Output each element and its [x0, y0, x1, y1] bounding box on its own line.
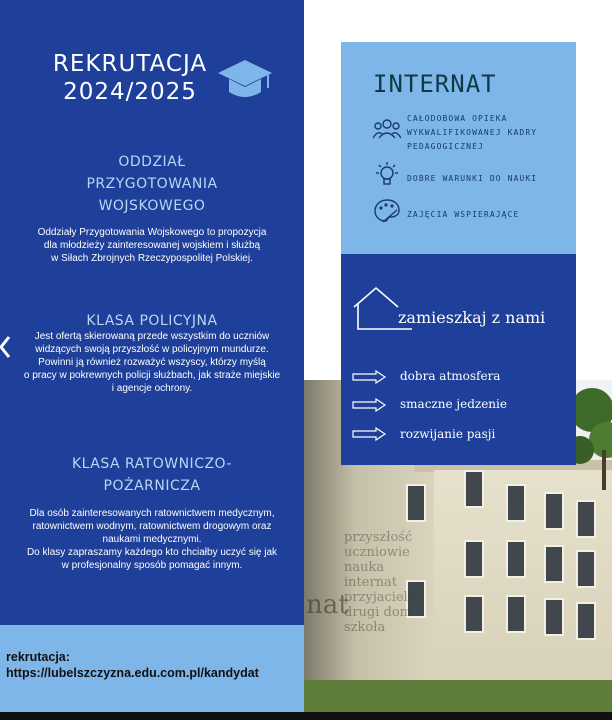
photo-window: [506, 484, 526, 522]
photo-window: [576, 550, 596, 588]
heading-line: POŻARNICZA: [103, 478, 201, 494]
feature-care: [407, 112, 537, 154]
body-line: Powinni ją również rozważyć wszyscy, którzy myślą: [38, 357, 266, 368]
photo-window: [544, 545, 564, 583]
benefit-passions: rozwijanie pasji: [400, 427, 496, 441]
benefit-atmosphere: dobra atmosfera: [400, 369, 501, 383]
feature-line: WYKWALIFIKOWANEJ KADRY: [407, 128, 538, 137]
body-line: Jest ofertą skierowaną przede wszystkim do uczniów: [34, 331, 270, 342]
benefit-food: smaczne jedzenie: [400, 397, 507, 411]
body-line: ratownictwem wodnym, ratownictwem drogowym oraz: [32, 521, 272, 532]
photo-word-cloud: [344, 530, 416, 635]
heading-line: ODDZIAŁ: [118, 154, 186, 170]
body-line: w profesjonalny sposób pomagać innym.: [61, 560, 243, 571]
title-line-2: 2024/2025: [63, 79, 197, 105]
heading-line: KLASA RATOWNICZO-: [71, 456, 233, 472]
feature-study: [407, 172, 537, 186]
photo-window: [544, 598, 564, 636]
arrow-right-icon: [352, 370, 386, 384]
body-line: naukami medycznymi.: [102, 534, 202, 545]
section-body-military: [8, 226, 296, 265]
heading-line: WOJSKOWEGO: [98, 198, 206, 214]
heading-line: PRZYGOTOWANIA: [86, 176, 218, 192]
page-title: [40, 50, 220, 106]
recruitment-label: rekrutacja:: [6, 650, 70, 664]
feature-line: ZAJĘCIA WSPIERAJĄCE: [407, 210, 520, 219]
body-line: w Siłach Zbrojnych Rzeczypospolitej Polskiej.: [51, 253, 253, 264]
photo-word-cloud-big: nat: [306, 590, 349, 620]
photo-window: [464, 540, 484, 578]
word-cloud-word: przyjaciele: [344, 590, 416, 605]
body-line: o pracy w pokrewnych policji służbach, jak straże miejskie: [23, 370, 281, 381]
feature-activities: [407, 208, 519, 222]
word-cloud-word: przyszłość: [344, 530, 413, 545]
recruitment-info: [6, 649, 259, 681]
word-cloud-word: drugi dom: [344, 605, 412, 620]
word-cloud-word: szkoła: [344, 620, 386, 635]
invite-text: zamieszkaj z nami: [398, 308, 546, 327]
body-line: Do klasy zapraszamy każdego kto chciałby uczyć się jak: [26, 547, 278, 558]
arrow-right-icon: [352, 427, 386, 441]
palette-icon: [373, 198, 401, 224]
photo-window: [544, 492, 564, 530]
word-cloud-word: internat: [344, 575, 398, 590]
body-line: widzących swoją przyszłość w policyjnym mundurze.: [35, 344, 269, 355]
bottom-bar: [0, 712, 612, 720]
title-line-1: REKRUTACJA: [52, 51, 208, 77]
lightbulb-icon: [373, 162, 401, 188]
photo-window: [506, 595, 526, 633]
internat-title: INTERNAT: [373, 70, 497, 98]
body-line: i agencje ochrony.: [111, 383, 193, 394]
photo-window: [576, 602, 596, 640]
word-cloud-word: uczniowie: [344, 545, 410, 560]
feature-line: DOBRE WARUNKI DO NAUKI: [407, 174, 538, 183]
photo-window: [464, 595, 484, 633]
heading-line: KLASA POLICYJNA: [86, 313, 218, 329]
section-body-police: [8, 330, 296, 395]
section-heading-rescue: [40, 453, 264, 497]
left-panel: [0, 0, 304, 625]
section-heading-military: [40, 151, 264, 217]
body-line: Oddziały Przygotowania Wojskowego to propozycja: [37, 227, 267, 238]
photo-window: [506, 540, 526, 578]
recruitment-panel: [0, 625, 304, 712]
body-line: dla młodzieży zainteresowanej wojskiem i służbą: [43, 240, 261, 251]
photo-window: [464, 470, 484, 508]
recruitment-link[interactable]: https://lubelszczyzna.edu.com.pl/kandydat: [6, 666, 259, 680]
arrow-right-icon: [352, 398, 386, 412]
feature-line: PEDAGOGICZNEJ: [407, 142, 484, 151]
photo-window: [576, 500, 596, 538]
group-of-people-icon: [373, 116, 401, 142]
photo-lawn: [304, 680, 612, 712]
section-heading-police: [40, 310, 264, 332]
photo-window: [406, 484, 426, 522]
section-body-rescue: [8, 507, 296, 572]
word-cloud-word: nauka: [344, 560, 385, 575]
body-line: Dla osób zainteresowanych ratownictwem medycznym,: [29, 508, 275, 519]
graduation-cap-icon: [216, 56, 274, 104]
feature-line: CAŁODOBOWA OPIEKA: [407, 114, 508, 123]
